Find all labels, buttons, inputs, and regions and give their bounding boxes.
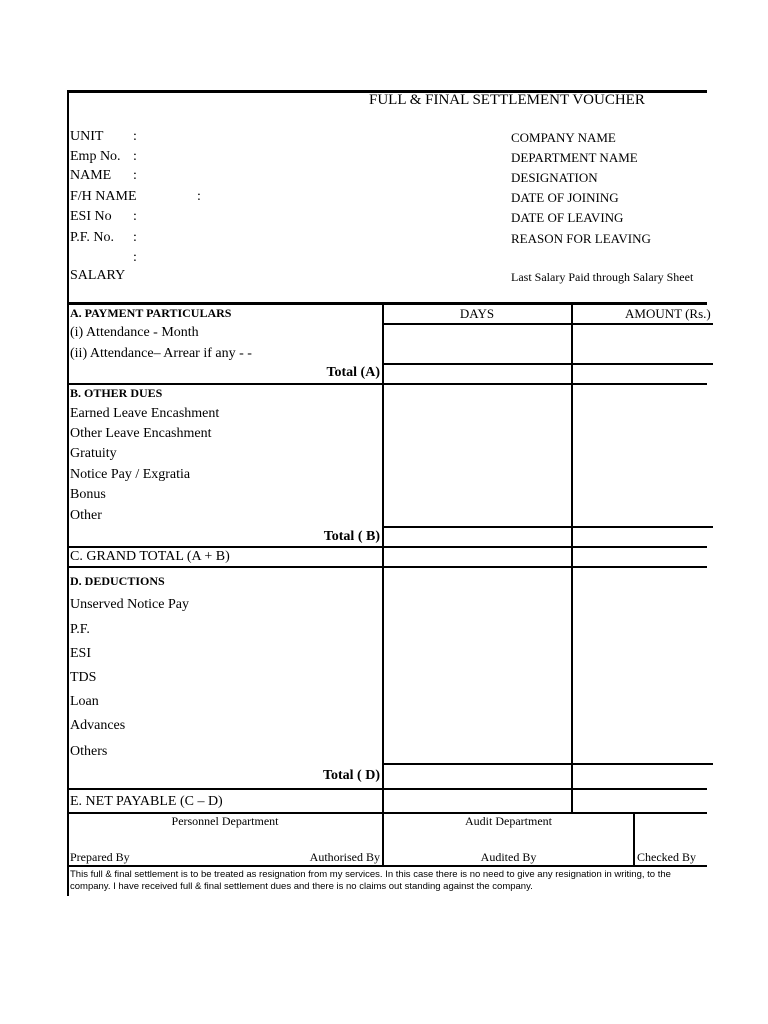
company-name-label: COMPANY NAME <box>511 130 616 145</box>
other-label: Other <box>70 508 102 523</box>
left-border <box>67 90 69 896</box>
other-leave-label: Other Leave Encashment <box>70 426 212 441</box>
gratuity-label: Gratuity <box>70 446 117 461</box>
footer-note-line-1: This full & final settlement is to be treated as resignation from my services. In this case there is no need to give any resignation in writing, to the <box>70 869 671 880</box>
date-of-joining-label: DATE OF JOINING <box>511 190 619 205</box>
name-colon: : <box>133 168 137 183</box>
grand-total-label: C. GRAND TOTAL (A + B) <box>70 549 230 564</box>
fh-name-colon: : <box>197 189 201 204</box>
authorised-by-label: Authorised By <box>309 850 380 864</box>
checked-by-label: Checked By <box>637 850 696 864</box>
last-salary-label: Last Salary Paid through Salary Sheet <box>511 270 694 284</box>
esi-no-label: ESI No <box>70 209 112 224</box>
tds-label: TDS <box>70 670 97 685</box>
advances-label: Advances <box>70 718 126 733</box>
emp-no-label: Emp No. <box>70 149 121 164</box>
audited-by-label: Audited By <box>480 850 537 864</box>
net-payable-label: E. NET PAYABLE (C – D) <box>70 794 223 809</box>
total-a-line <box>67 383 707 385</box>
notice-pay-label: Notice Pay / Exgratia <box>70 467 191 482</box>
personnel-department-label: Personnel Department <box>171 814 279 828</box>
others-deduction-label: Others <box>70 744 108 759</box>
esi-no-colon: : <box>133 209 137 224</box>
amount-column-left <box>571 303 573 813</box>
section-a-heading: A. PAYMENT PARTICULARS <box>70 306 232 320</box>
bonus-label: Bonus <box>70 487 106 502</box>
date-of-leaving-label: DATE OF LEAVING <box>511 210 624 225</box>
section-b-heading: B. OTHER DUES <box>70 386 163 400</box>
table-top-border <box>67 302 707 305</box>
pf-no-colon: : <box>133 230 137 245</box>
total-b-line <box>67 546 707 548</box>
department-name-label: DEPARTMENT NAME <box>511 150 638 165</box>
fh-name-label: F/H NAME <box>70 189 137 204</box>
days-column-header: DAYS <box>459 306 495 321</box>
attendance-month-label: (i) Attendance - Month <box>70 325 199 340</box>
emp-no-colon: : <box>133 149 137 164</box>
checked-column-left <box>633 813 635 866</box>
page-title: FULL & FINAL SETTLEMENT VOUCHER <box>369 92 645 108</box>
loan-label: Loan <box>70 694 99 709</box>
total-d-line <box>67 788 707 790</box>
unit-label: UNIT <box>70 129 104 144</box>
header-row-line <box>383 323 713 325</box>
reason-for-leaving-label: REASON FOR LEAVING <box>511 231 651 246</box>
earned-leave-label: Earned Leave Encashment <box>70 406 220 421</box>
row-d-line <box>383 763 713 765</box>
blank-colon: : <box>133 250 137 265</box>
designation-label: DESIGNATION <box>511 170 598 185</box>
attendance-arrear-label: (ii) Attendance– Arrear if any - - <box>70 346 252 361</box>
pf-deduction-label: P.F. <box>70 622 90 637</box>
unserved-notice-label: Unserved Notice Pay <box>70 597 189 612</box>
row-b-line <box>383 526 713 528</box>
unit-colon: : <box>133 129 137 144</box>
pf-no-label: P.F. No. <box>70 230 115 245</box>
row-a-line <box>383 363 713 365</box>
total-d-label: Total ( D) <box>322 768 380 783</box>
prepared-by-label: Prepared By <box>70 850 130 864</box>
footer-note-line-2: company. I have received full & final settlement dues and there is no claims out standing against the company. <box>70 881 533 892</box>
total-b-label: Total ( B) <box>323 529 380 544</box>
amount-column-header: AMOUNT (Rs.) <box>625 306 711 321</box>
days-column-left <box>382 303 384 866</box>
salary-label: SALARY <box>70 268 126 283</box>
esi-deduction-label: ESI <box>70 646 91 661</box>
section-d-heading: D. DEDUCTIONS <box>70 574 165 588</box>
grand-total-line <box>67 566 707 568</box>
name-label: NAME <box>70 168 112 183</box>
audit-department-label: Audit Department <box>465 814 552 828</box>
signature-line <box>67 865 707 867</box>
total-a-label: Total (A) <box>326 365 380 380</box>
